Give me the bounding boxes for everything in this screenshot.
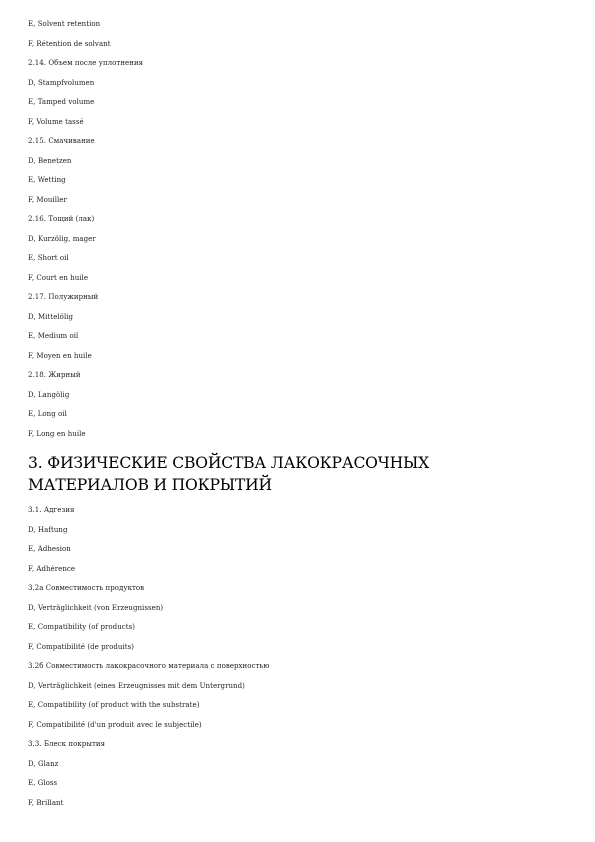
term-line: D, Benetzen [28,157,72,165]
term-heading-line: 3.2а Совместимость продуктов [28,584,145,592]
term-line: F, Volume tassé [28,118,84,126]
term-line: D, Langölig [28,391,70,399]
section-heading [28,452,568,496]
term-line: D, Glanz [28,760,59,768]
term-line: D, Stampfvolumen [28,79,95,87]
term-line: E, Wetting [28,176,66,184]
term-heading-line: 2.18. Жирный [28,371,81,379]
term-line: E, Short oil [28,254,69,262]
term-line: D, Verträglichkeit (von Erzeugnissen) [28,604,164,612]
term-heading-line: 2.17. Полужирный [28,293,99,301]
term-line: D, Verträglichkeit (eines Erzeugnisses mit dem Untergrund) [28,682,245,690]
term-heading-line: 2.14. Объем после уплотнения [28,59,144,67]
term-line: E, Medium oil [28,332,79,340]
term-line: D, Haftung [28,526,68,534]
term-heading-line: 3.1. Адгезия [28,506,75,514]
term-line: D, Mittelölig [28,313,74,321]
term-line: F, Compatibilité (de produits) [28,643,134,651]
term-line: E, Compatibility (of products) [28,623,136,631]
term-heading-line: 2.16. Тощий (лак) [28,215,95,223]
term-line: D, Kurzölig, mager [28,235,96,243]
term-line: F, Long en huile [28,430,86,438]
term-line: E, Gloss [28,779,58,787]
term-heading-line: 3.3. Блеск покрытия [28,740,106,748]
term-line: E, Long oil [28,410,67,418]
term-line: F, Rétention de solvant [28,40,111,48]
term-line: F, Adhérence [28,565,76,573]
term-line: F, Mouiller [28,196,67,204]
term-line: E, Tamped volume [28,98,95,106]
term-line: F, Compatibilité (d'un produit avec le subjectile) [28,721,202,729]
term-heading-line: 3.2б Совместимость лакокрасочного материала с поверхностью [28,662,270,670]
term-line: E, Adhesion [28,545,71,553]
term-line: E, Solvent retention [28,20,101,28]
term-line: F, Moyen en huile [28,352,92,360]
term-line: F, Court en huile [28,274,89,282]
term-heading-line: 2.15. Смачивание [28,137,95,145]
term-line: F, Brillant [28,799,64,807]
section-heading-line-1: 3. ФИЗИЧЕСКИЕ СВОЙСТВА ЛАКОКРАСОЧНЫХ [28,454,430,472]
section-heading-line-2: МАТЕРИАЛОВ И ПОКРЫТИЙ [28,476,272,494]
term-line: E, Compatibility (of product with the substrate) [28,701,200,709]
